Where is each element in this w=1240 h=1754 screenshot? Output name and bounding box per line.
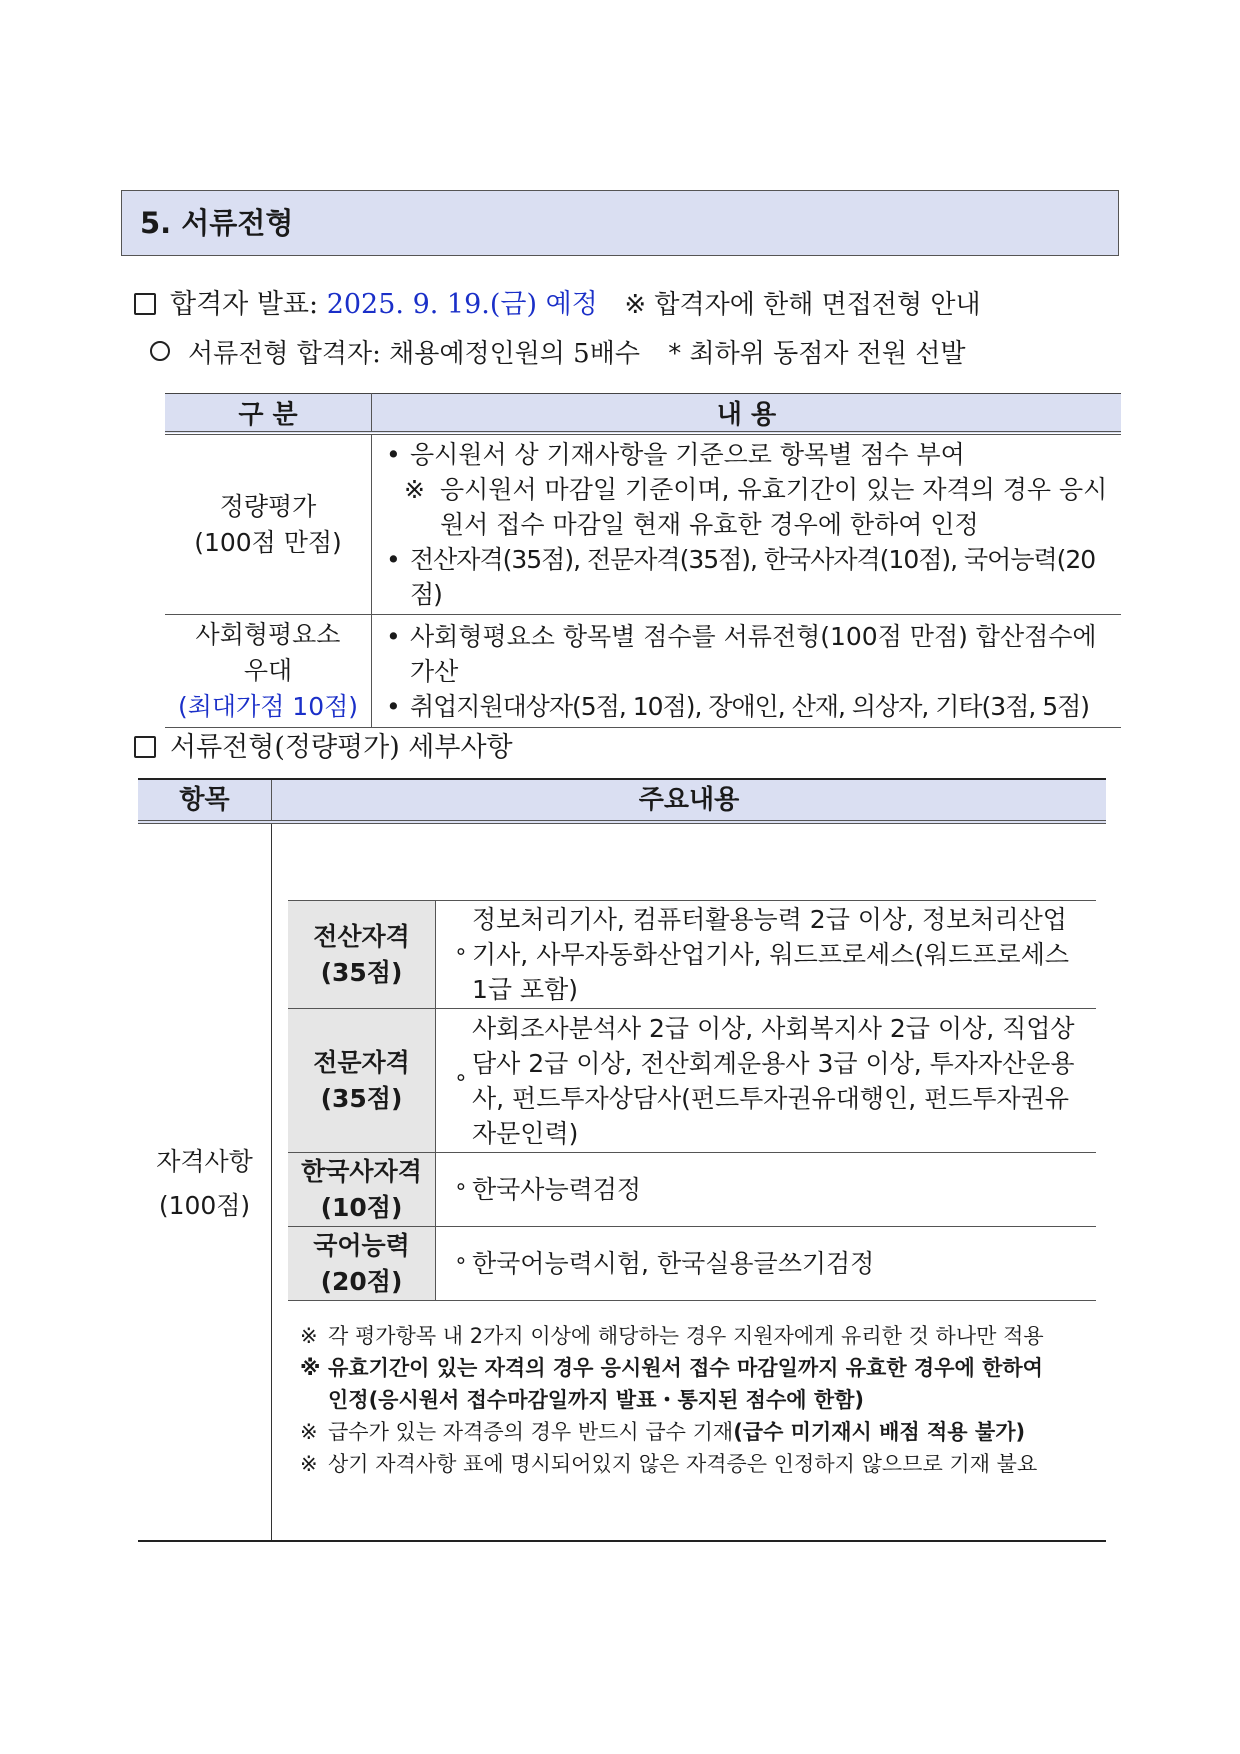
evaluation-table bbox=[165, 393, 1121, 728]
category-label bbox=[138, 1140, 271, 1228]
table-header-row bbox=[138, 780, 1106, 824]
item-detail: ∘ 한국사능력검정 bbox=[436, 1153, 1097, 1227]
note-line: 인정(응시원서 접수마감일까지 발표・통지된 점수에 한함) bbox=[328, 1388, 865, 1412]
table-header: 내 용 bbox=[372, 394, 1122, 434]
checkbox-square-icon bbox=[134, 293, 156, 315]
row-label bbox=[165, 433, 372, 615]
bullet-item: • 사회형평요소 항목별 점수를 서류전형(100점 만점) 합산점수에 가산 bbox=[378, 619, 1115, 689]
item-detail: ∘ 정보처리기사, 컴퓨터활용능력 2급 이상, 정보처리산업기사, 사무자동화산업기사, 워드프로세스(워드프로세스 1급 포함) bbox=[436, 901, 1097, 1009]
announcement-line bbox=[134, 282, 981, 321]
table-row bbox=[288, 1153, 1096, 1227]
table-header: 주요내용 bbox=[638, 785, 740, 815]
row-content bbox=[372, 615, 1122, 728]
category-label-line: 자격사항 bbox=[156, 1147, 253, 1176]
item-detail: ∘ 사회조사분석사 2급 이상, 사회복지사 2급 이상, 직업상담사 2급 이상, 전산회계운용사 3급 이상, 투자자산운용사, 펀드투자상담사(펀드투자권유대행인, 펀드투자권유자문인력) bbox=[436, 1009, 1097, 1153]
note-line: ※ 상기 자격사항 표에 명시되어있지 않은 자격증은 인정하지 않으므로 기재 불요 bbox=[300, 1452, 1038, 1476]
table-header: 구 분 bbox=[165, 394, 372, 434]
announce-label: 합격자 발표: bbox=[170, 289, 319, 320]
bullet-item: • 취업지원대상자(5점, 10점), 장애인, 산재, 의상자, 기타(3점, 5점) bbox=[378, 689, 1115, 724]
qualification-items bbox=[288, 900, 1096, 1301]
note-item bbox=[378, 472, 1115, 542]
row-content bbox=[372, 433, 1122, 615]
section-title: 5. 서류전형 bbox=[121, 190, 1119, 256]
pass-criteria-line bbox=[150, 333, 965, 370]
row-label-line: 정량평가 bbox=[219, 491, 317, 521]
table-row bbox=[165, 615, 1121, 728]
subheading-text: 서류전형(정량평가) 세부사항 bbox=[170, 732, 513, 763]
item-name: 전문자격 (35점) bbox=[288, 1009, 436, 1153]
note-line: ※ 각 평가항목 내 2가지 이상에 해당하는 경우 지원자에게 유리한 것 하나만 적용 bbox=[300, 1324, 1044, 1348]
item-detail: ∘ 한국어능력시험, 한국실용글쓰기검정 bbox=[436, 1227, 1097, 1301]
table-row bbox=[165, 433, 1121, 615]
row-label-line: 사회형평요소 bbox=[195, 620, 341, 649]
notes-block bbox=[300, 1320, 1100, 1480]
note-line: ※ 유효기간이 있는 자격의 경우 응시원서 접수 마감일까지 유효한 경우에 한하여 bbox=[300, 1356, 1043, 1380]
item-name: 한국사자격 (10점) bbox=[288, 1153, 436, 1227]
note-mark: ※ bbox=[404, 475, 425, 504]
item-name: 국어능력 (20점) bbox=[288, 1227, 436, 1301]
announce-note: ※ 합격자에 한해 면접전형 안내 bbox=[624, 290, 981, 320]
table-header: 항목 bbox=[138, 780, 272, 820]
pass-criteria: 서류전형 합격자: 채용예정인원의 5배수 bbox=[188, 339, 640, 369]
pass-criteria-note: * 최하위 동점자 전원 선발 bbox=[668, 339, 966, 369]
table-row bbox=[288, 901, 1096, 1009]
row-label-line: 우대 bbox=[243, 656, 293, 685]
row-label-line: (100점 만점) bbox=[194, 527, 342, 557]
table-row bbox=[288, 1227, 1096, 1301]
row-label-line: (최대가점 10점) bbox=[177, 692, 358, 721]
column-divider bbox=[271, 824, 272, 1540]
bullet-item: • 전산자격(35점), 전문자격(35점), 한국사자격(10점), 국어능력(20점) bbox=[378, 542, 1115, 612]
item-name: 전산자격 (35점) bbox=[288, 901, 436, 1009]
checkbox-square-icon bbox=[134, 736, 156, 758]
qualification-table bbox=[138, 778, 1106, 1542]
circle-bullet-icon bbox=[150, 341, 170, 361]
table-row bbox=[288, 1009, 1096, 1153]
row-label bbox=[165, 615, 372, 728]
detail-subheading bbox=[134, 725, 513, 764]
note-line: ※ 급수가 있는 자격증의 경우 반드시 급수 기재(급수 미기재시 배점 적용 불가) bbox=[300, 1420, 1026, 1444]
note-text: 응시원서 마감일 기준이며, 유효기간이 있는 자격의 경우 응시원서 접수 마감일 현재 유효한 경우에 한하여 인정 bbox=[440, 475, 1108, 539]
category-label-line: (100점) bbox=[158, 1191, 251, 1220]
announce-date: 2025. 9. 19.(금) 예정 bbox=[326, 289, 598, 320]
bullet-item: • 응시원서 상 기재사항을 기준으로 항목별 점수 부여 bbox=[378, 437, 1115, 472]
